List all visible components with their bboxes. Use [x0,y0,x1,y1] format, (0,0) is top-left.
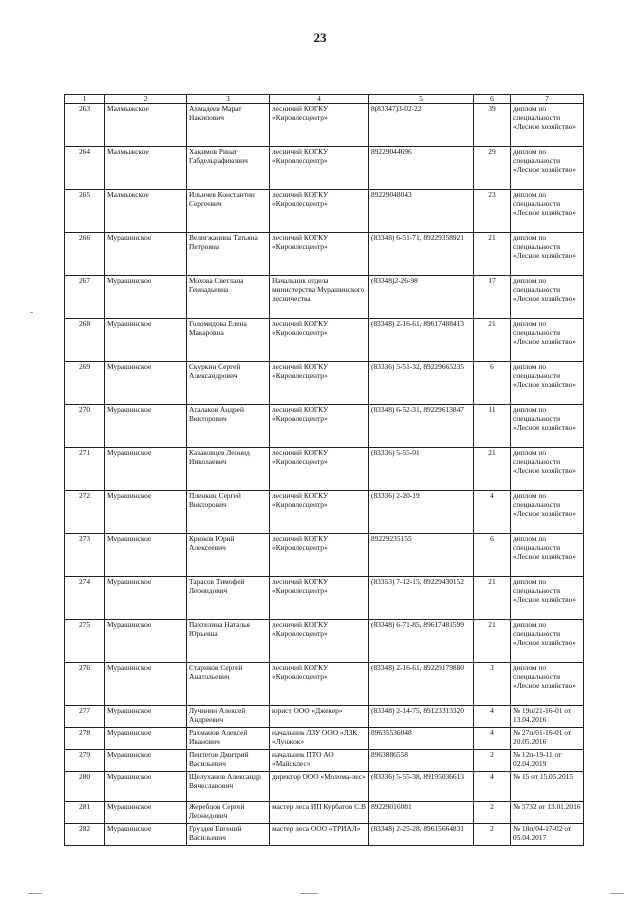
experience-cell: 4 [474,491,511,534]
experience-cell: 11 [474,405,511,448]
phone-cell: 8(83347)3-02-22 [369,104,474,147]
experience-cell: 23 [474,190,511,233]
experience-cell: 4 [474,772,511,802]
document-cell: № 19п/21-16-01 от 13.04.2016 [511,706,584,728]
column-number: 5 [369,95,474,104]
document-cell: диплом по специальности «Лесное хозяйство» [511,448,584,491]
row-number-cell: 273 [65,534,105,577]
row-number-cell: 282 [65,824,105,846]
column-number: 7 [511,95,584,104]
position-cell: начальник ЛЗУ ООО «ЛЗК «Лунжок» [270,728,369,750]
experience-cell: 4 [474,728,511,750]
district-cell: Мурашинское [105,663,187,706]
scan-mark [30,312,33,313]
position-cell: лесничий КОГКУ «Кировлесцентр» [270,577,369,620]
position-cell: лесничий КОГКУ «Кировлесцентр» [270,448,369,491]
table-row [65,190,584,233]
district-cell: Малмыжское [105,190,187,233]
document-cell: диплом по специальности «Лесное хозяйство» [511,319,584,362]
document-cell: диплом по специальности «Лесное хозяйство» [511,147,584,190]
experience-cell: 6 [474,534,511,577]
experience-cell: 6 [474,362,511,405]
phone-cell: (83348)2-26-98 [369,276,474,319]
person-name-cell: Лучинин Алексей Андреевич [187,706,270,728]
position-cell: начальник ПТО АО «Майсклес» [270,750,369,772]
row-number-cell: 280 [65,772,105,802]
experience-cell: 4 [474,706,511,728]
person-name-cell: Жеребцов Сергей Леонидович [187,802,270,824]
district-cell: Мурашинское [105,620,187,663]
phone-cell: (83348) 6-51-71, 89229358921 [369,233,474,276]
document-cell: диплом по специальности «Лесное хозяйство» [511,577,584,620]
experience-cell: 21 [474,448,511,491]
row-number-cell: 277 [65,706,105,728]
row-number-cell: 269 [65,362,105,405]
table-row [65,405,584,448]
phone-cell: (83336) 5-55-01 [369,448,474,491]
phone-cell: 89229044696 [369,147,474,190]
column-number: 2 [105,95,187,104]
table-row [65,534,584,577]
document-cell: диплом по специальности «Лесное хозяйство» [511,405,584,448]
scan-mark [28,893,42,894]
table-row [65,276,584,319]
phone-cell: 89635536048 [369,728,474,750]
position-cell: лесничий КОГКУ «Кировлесцентр» [270,620,369,663]
row-number-cell: 270 [65,405,105,448]
person-name-cell: Казаковцев Леонид Николаевич [187,448,270,491]
column-number: 3 [187,95,270,104]
position-cell: лесничий КОГКУ «Кировлесцентр» [270,147,369,190]
district-cell: Мурашинское [105,802,187,824]
experience-cell: 39 [474,104,511,147]
person-name-cell: Щелуханов Александр Вячеславович [187,772,270,802]
document-cell: № 5732 от 13.01.2016 [511,802,584,824]
row-number-cell: 274 [65,577,105,620]
document-cell: диплом по специальности «Лесное хозяйство» [511,362,584,405]
district-cell: Мурашинское [105,824,187,846]
person-name-cell: Велигжанина Татьяна Петровна [187,233,270,276]
phone-cell: 89229048043 [369,190,474,233]
experience-cell: 21 [474,233,511,276]
district-cell: Малмыжское [105,147,187,190]
phone-cell: 8963886558 [369,750,474,772]
row-number-cell: 278 [65,728,105,750]
district-cell: Мурашинское [105,233,187,276]
position-cell: лесничий КОГКУ «Кировлесцентр» [270,104,369,147]
person-name-cell: Скуркин Сергей Александрович [187,362,270,405]
document-cell: диплом по специальности «Лесное хозяйство» [511,233,584,276]
phone-cell: (83336) 5-55-38, 89195036613 [369,772,474,802]
document-cell: диплом по специальности «Лесное хозяйство» [511,491,584,534]
document-cell: № 27п/01-16-01 от 20.05.2016 [511,728,584,750]
column-number: 4 [270,95,369,104]
person-name-cell: Пахтелина Наталья Юрьевна [187,620,270,663]
table-row [65,772,584,802]
experience-cell: 21 [474,620,511,663]
row-number-cell: 271 [65,448,105,491]
row-number-cell: 272 [65,491,105,534]
column-number-row [65,95,584,104]
position-cell: лесничий КОГКУ «Кировлесцентр» [270,491,369,534]
table-row [65,491,584,534]
table-row [65,824,584,846]
experience-cell: 2 [474,824,511,846]
document-cell: диплом по специальности «Лесное хозяйство» [511,534,584,577]
district-cell: Мурашинское [105,491,187,534]
position-cell: лесничий КОГКУ «Кировлесцентр» [270,405,369,448]
district-cell: Мурашинское [105,772,187,802]
phone-cell: (83336) 2-20-19 [369,491,474,534]
district-cell: Мурашинское [105,362,187,405]
district-cell: Мурашинское [105,448,187,491]
document-cell: № 12п-19-11 от 02.04.2019 [511,750,584,772]
table-row [65,362,584,405]
phone-cell: 89229235155 [369,534,474,577]
position-cell: лесничий КОГКУ «Кировлесцентр» [270,319,369,362]
row-number-cell: 267 [65,276,105,319]
row-number-cell: 279 [65,750,105,772]
document-cell: № 18п/04-17-02 от 05.04.2017 [511,824,584,846]
table-row [65,620,584,663]
table-row [65,706,584,728]
document-cell: диплом по специальности «Лесное хозяйство» [511,276,584,319]
person-name-cell: Груздев Евгений Васильевич [187,824,270,846]
position-cell: лесничий КОГКУ «Кировлесцентр» [270,190,369,233]
person-name-cell: Голомидова Елена Макаровна [187,319,270,362]
district-cell: Мурашинское [105,319,187,362]
person-name-cell: Ахмадеев Марат Накипович [187,104,270,147]
row-number-cell: 268 [65,319,105,362]
person-name-cell: Пентегов Дмитрий Васильевич [187,750,270,772]
position-cell: лесничий КОГКУ «Кировлесцентр» [270,233,369,276]
phone-cell: (83348) 2-14-75, 89123313320 [369,706,474,728]
table-row [65,448,584,491]
row-number-cell: 281 [65,802,105,824]
phone-cell: (83348) 6-71-85, 89617481599 [369,620,474,663]
table-row [65,577,584,620]
table-row [65,750,584,772]
person-name-cell: Мохова Светлана Геннадьевна [187,276,270,319]
phone-cell: (83348) 2-16-61, 89617488413 [369,319,474,362]
district-cell: Мурашинское [105,706,187,728]
experience-cell: 3 [474,663,511,706]
position-cell: лесничий КОГКУ «Кировлесцентр» [270,362,369,405]
person-name-cell: Тарасов Тимофей Леонидович [187,577,270,620]
person-name-cell: Крюков Юрий Алексеевич [187,534,270,577]
district-cell: Мурашинское [105,276,187,319]
district-cell: Мурашинское [105,405,187,448]
position-cell: юрист ООО «Джекер» [270,706,369,728]
phone-cell: (83348) 2-16-61, 89229179880 [369,663,474,706]
table-row [65,663,584,706]
table-row [65,319,584,362]
scan-mark [610,893,624,894]
page-number: 23 [313,30,327,45]
district-cell: Малмыжское [105,104,187,147]
position-cell: Начальник отдела министерства Мурашинского лесничества [270,276,369,319]
person-name-cell: Рахманов Алексей Иванович [187,728,270,750]
scan-mark [300,893,318,894]
experience-cell: 29 [474,147,511,190]
person-name-cell: Ильичев Константин Сергеевич [187,190,270,233]
phone-cell: (83348) 6-52-31, 89229613847 [369,405,474,448]
phone-cell: (83348) 2-25-28, 89615664831 [369,824,474,846]
row-number-cell: 265 [65,190,105,233]
table-row [65,233,584,276]
phone-cell: (83336) 5-51-32, 89229665235 [369,362,474,405]
row-number-cell: 275 [65,620,105,663]
table-row [65,147,584,190]
row-number-cell: 263 [65,104,105,147]
row-number-cell: 266 [65,233,105,276]
phone-cell: (83353) 7-12-15, 89229430152 [369,577,474,620]
document-cell: диплом по специальности «Лесное хозяйство» [511,620,584,663]
experience-cell: 2 [474,750,511,772]
position-cell: лесничий КОГКУ «Кировлесцентр» [270,663,369,706]
document-cell: № 15 от 15.05.2015 [511,772,584,802]
position-cell: мастер леса ИП Курбатов С.В [270,802,369,824]
experience-cell: 17 [474,276,511,319]
district-cell: Мурашинское [105,728,187,750]
person-name-cell: Стариков Сергей Анатольевич [187,663,270,706]
phone-cell: 89229016081 [369,802,474,824]
position-cell: лесничий КОГКУ «Кировлесцентр» [270,534,369,577]
person-name-cell: Хакимов Ринат Габдельрафикович [187,147,270,190]
row-number-cell: 264 [65,147,105,190]
registry-table [64,94,584,846]
position-cell: мастер леса ООО «ТРИАЛ» [270,824,369,846]
table-row [65,802,584,824]
document-cell: диплом по специальности «Лесное хозяйство» [511,190,584,233]
district-cell: Мурашинское [105,534,187,577]
row-number-cell: 276 [65,663,105,706]
document-cell: диплом по специальности «Лесное хозяйство» [511,663,584,706]
experience-cell: 21 [474,319,511,362]
person-name-cell: Агалаков Андрей Викторович [187,405,270,448]
column-number: 1 [65,95,105,104]
document-cell: диплом по специальности «Лесное хозяйство» [511,104,584,147]
position-cell: директор ООО «Молома-лес» [270,772,369,802]
district-cell: Мурашинское [105,577,187,620]
experience-cell: 21 [474,577,511,620]
person-name-cell: Пленкин Сергей Викторович [187,491,270,534]
table-row [65,104,584,147]
column-number: 6 [474,95,511,104]
table-row [65,728,584,750]
district-cell: Мурашинское [105,750,187,772]
experience-cell: 2 [474,802,511,824]
